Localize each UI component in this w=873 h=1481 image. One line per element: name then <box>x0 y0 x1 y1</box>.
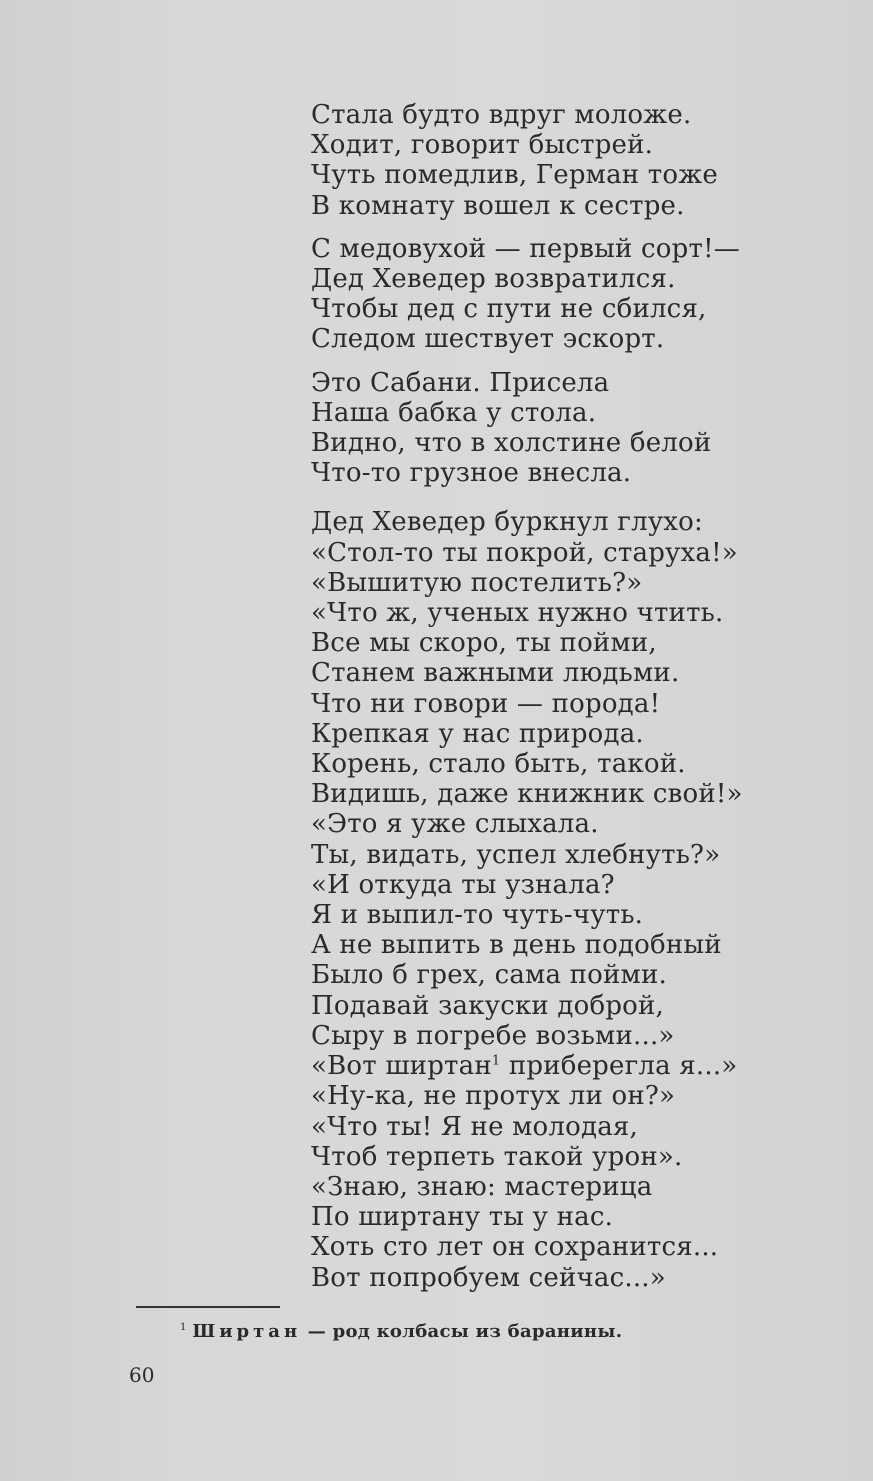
poem-line: Что ни говори — порода! <box>311 688 661 719</box>
poem-line: Корень, стало быть, такой. <box>311 749 686 780</box>
poem-line: По ширтану ты у нас. <box>311 1202 614 1233</box>
footnote-term: Ширтан <box>192 1321 302 1342</box>
poem-line: Видишь, даже книжник свой!» <box>311 779 743 810</box>
poem-line: Видно, что в холстине белой <box>311 428 712 459</box>
poem-line: Дед Хеведер возвратился. <box>311 264 676 295</box>
poem-line: Ходит, говорит быстрей. <box>311 130 654 161</box>
poem-line: Вот попробуем сейчас...» <box>311 1262 666 1293</box>
poem-line: «Это я уже слыхала. <box>311 809 599 840</box>
poem-line: Это Сабани. Присела <box>311 367 610 398</box>
poem-line: А не выпить в день подобный <box>311 930 722 961</box>
stanza-2 <box>311 234 831 355</box>
poem-line: «И откуда ты узнала? <box>311 869 615 900</box>
poem-line: С медовухой — первый сорт!— <box>311 233 740 264</box>
poem-line: «Ну-ка, не протух ли он?» <box>311 1081 676 1112</box>
footnote-definition: — род колбасы из баранины. <box>301 1321 623 1342</box>
poem-line: «Что ж, ученых нужно чтить. <box>311 598 724 629</box>
poem-line: Стала будто вдруг моложе. <box>311 100 692 130</box>
poem-line-with-footnote <box>311 1051 831 1081</box>
poem-line: Чтоб терпеть такой урон». <box>311 1141 683 1172</box>
footnote <box>180 1316 622 1344</box>
page-number: 60 <box>129 1363 155 1387</box>
poem-line: Все мы скоро, ты пойми, <box>311 628 657 659</box>
poem-line-end: приберегла я...» <box>500 1051 738 1082</box>
footnote-divider <box>136 1306 280 1308</box>
poem-line: Крепкая у нас природа. <box>311 718 644 749</box>
poem-line: «Что ты! Я не молодая, <box>311 1111 638 1142</box>
poem-line: Я и выпил-то чуть-чуть. <box>311 900 644 931</box>
poem-line: Сыру в погребе возьми...» <box>311 1020 675 1051</box>
poem-line: Подавай закуски доброй, <box>311 990 665 1021</box>
poem-line: Дед Хеведер буркнул глухо: <box>311 507 703 538</box>
poem-line: Чуть помедлив, Герман тоже <box>311 160 718 191</box>
poem-line: В комнату вошел к сестре. <box>311 190 685 221</box>
poem-line-start: «Вот ширтан <box>311 1051 492 1082</box>
poem-line: Чтобы дед с пути не сбился, <box>311 294 707 325</box>
poem-line: Ты, видать, успел хлебнуть?» <box>311 839 721 870</box>
stanza-4 <box>311 507 831 1292</box>
poem-line: Хоть сто лет он сохранится... <box>311 1232 719 1263</box>
stanza-1 <box>311 100 831 221</box>
poem-line: «Знаю, знаю: мастерица <box>311 1171 653 1202</box>
poem-body <box>311 100 831 1293</box>
poem-line: Следом шествует эскорт. <box>311 324 665 355</box>
poem-line: Станем важными людьми. <box>311 658 680 689</box>
footnote-marker: 1 <box>180 1322 187 1333</box>
poem-line: Что-то грузное внесла. <box>311 458 632 489</box>
footnote-reference: 1 <box>491 1053 501 1069</box>
poem-line: «Вышитую постелить?» <box>311 567 643 598</box>
poem-line: Наша бабка у стола. <box>311 397 597 428</box>
poem-line: Было б грех, сама пойми. <box>311 960 667 991</box>
stanza-3 <box>311 368 831 489</box>
poem-line: «Стол-то ты покрой, старуха!» <box>311 537 738 568</box>
